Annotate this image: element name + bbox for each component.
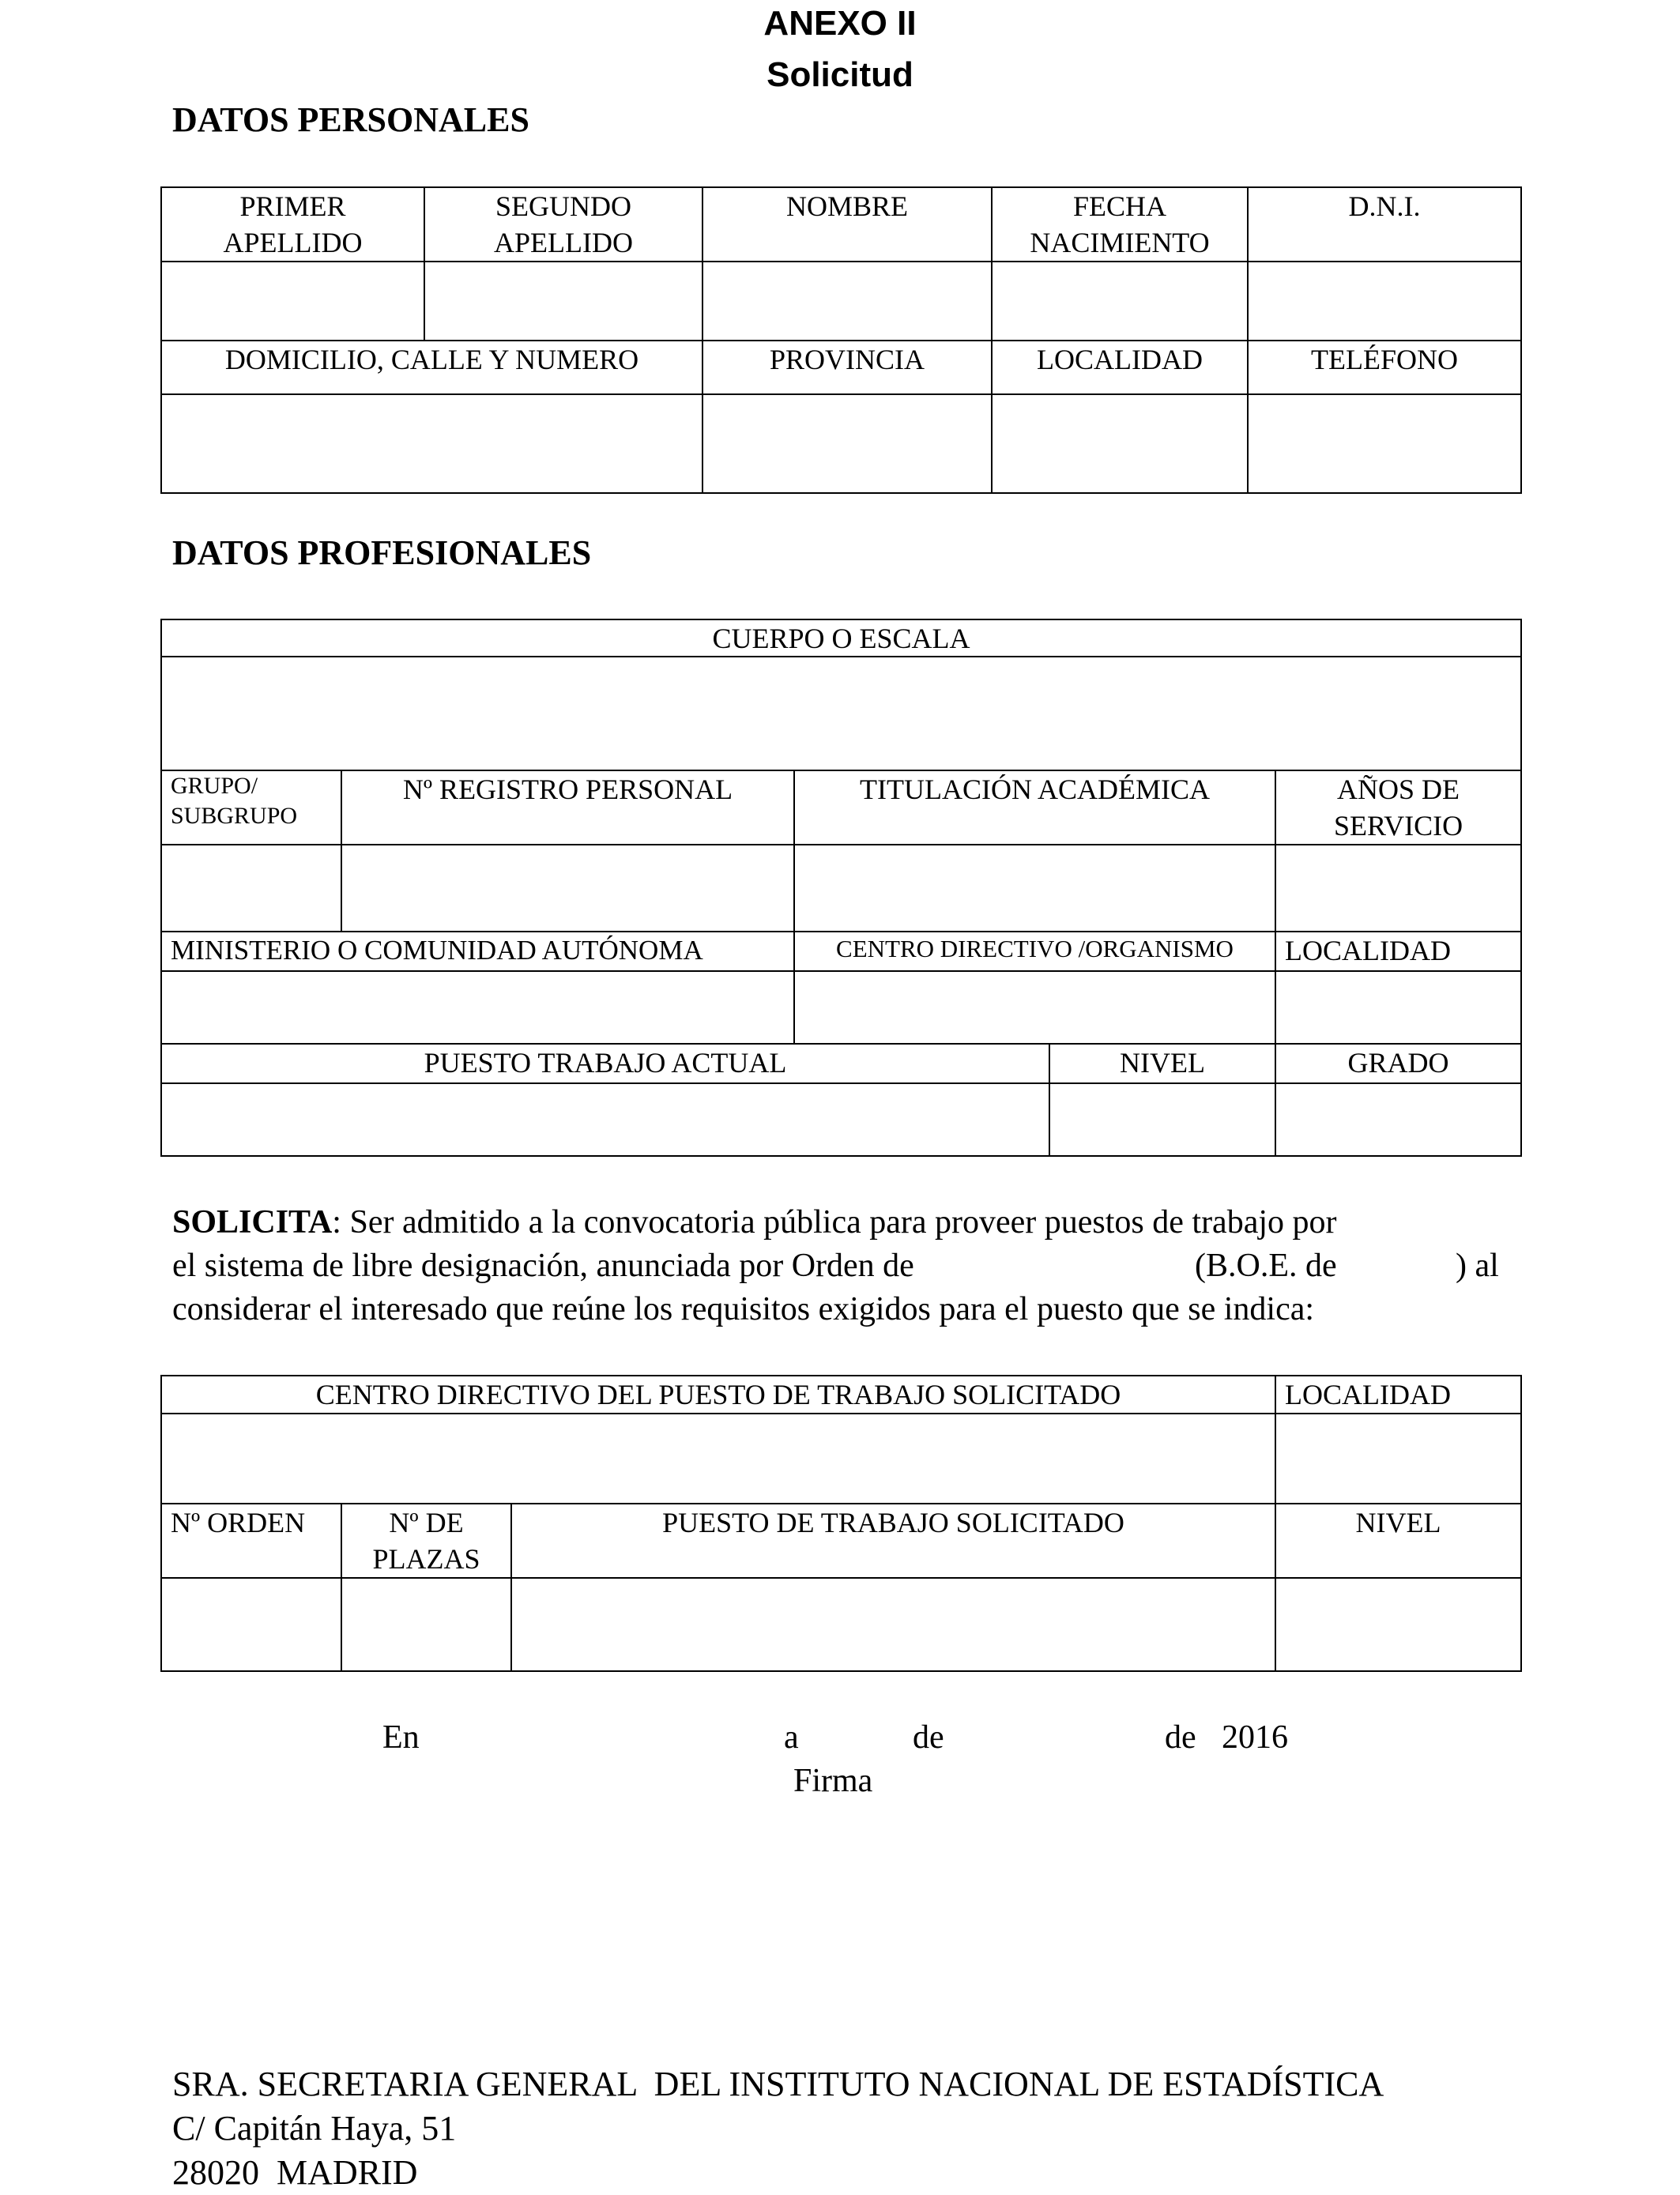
label-n-plazas: Nº DE PLAZAS: [372, 1507, 480, 1575]
label-puesto-actual: PUESTO TRABAJO ACTUAL: [424, 1047, 787, 1079]
label-centro-solicitado: CENTRO DIRECTIVO DEL PUESTO DE TRABAJO SOLICITADO: [315, 1379, 1121, 1410]
field-fecha-nacimiento[interactable]: [993, 262, 1247, 340]
field-titulacion[interactable]: [795, 845, 1275, 931]
field-primer-apellido[interactable]: [162, 262, 424, 340]
label-cuerpo-escala: CUERPO O ESCALA: [712, 623, 970, 654]
section-title-personal: DATOS PERSONALES: [172, 100, 529, 139]
label-centro-directivo: CENTRO DIRECTIVO /ORGANISMO: [836, 935, 1234, 962]
field-telefono[interactable]: [1249, 395, 1520, 492]
label-anos-servicio: AÑOS DE SERVICIO: [1333, 774, 1463, 841]
request-label: SOLICITA: [172, 1204, 333, 1241]
field-grado[interactable]: [1276, 1084, 1520, 1155]
label-provincia: PROVINCIA: [769, 344, 925, 375]
field-dni[interactable]: [1249, 262, 1520, 340]
label-primer-apellido: PRIMER APELLIDO: [223, 190, 363, 258]
signature-year: 2016: [1222, 1719, 1288, 1756]
label-titulacion: TITULACIÓN ACADÉMICA: [860, 774, 1210, 805]
label-domicilio: DOMICILIO, CALLE Y NUMERO: [224, 344, 639, 375]
field-anos-servicio[interactable]: [1276, 845, 1520, 931]
label-ministerio: MINISTERIO O COMUNIDAD AUTÓNOMA: [171, 935, 703, 966]
request-line-1: [172, 1201, 1516, 1244]
section-title-professional: DATOS PROFESIONALES: [172, 533, 592, 572]
annex-subtitle: Solicitud: [767, 55, 913, 94]
signature-de-2: de: [1165, 1719, 1196, 1756]
label-grado: GRADO: [1347, 1047, 1449, 1079]
field-provincia[interactable]: [703, 395, 991, 492]
label-dni: D.N.I.: [1348, 190, 1421, 222]
field-n-orden[interactable]: [162, 1579, 341, 1670]
field-segundo-apellido[interactable]: [425, 262, 702, 340]
field-localidad-solicitada[interactable]: [1276, 1414, 1520, 1503]
label-localidad: LOCALIDAD: [1037, 344, 1203, 375]
label-fecha-nacimiento: FECHA NACIMIENTO: [1030, 190, 1210, 258]
field-domicilio[interactable]: [162, 395, 702, 492]
field-localidad-prof[interactable]: [1276, 972, 1520, 1043]
request-text-2a: el sistema de libre designación, anunciada por Orden de: [172, 1248, 914, 1284]
label-telefono: TELÉFONO: [1311, 344, 1458, 375]
request-text-2c: ) al: [1456, 1248, 1499, 1284]
field-puesto-solicitado[interactable]: [512, 1579, 1275, 1670]
addressee-block: [172, 2062, 1384, 2195]
label-segundo-apellido: SEGUNDO APELLIDO: [494, 190, 633, 258]
label-nombre: NOMBRE: [785, 190, 909, 222]
request-paragraph: [172, 1201, 1516, 1331]
label-puesto-solicitado: PUESTO DE TRABAJO SOLICITADO: [662, 1507, 1124, 1538]
field-puesto-actual[interactable]: [162, 1084, 1049, 1155]
signature-en: En: [382, 1719, 420, 1756]
request-line-2: [172, 1244, 1516, 1288]
field-nombre[interactable]: [703, 262, 991, 340]
request-text-2b: (B.O.E. de: [1195, 1248, 1337, 1284]
label-n-orden: Nº ORDEN: [171, 1507, 306, 1538]
addressee-line-2: C/ Capitán Haya, 51: [172, 2109, 457, 2148]
label-nivel-solicitado: NIVEL: [1355, 1507, 1441, 1538]
field-localidad[interactable]: [993, 395, 1247, 492]
label-grupo-subgrupo: GRUPO/ SUBGRUPO: [171, 773, 298, 829]
field-grupo-subgrupo[interactable]: [162, 845, 341, 931]
field-centro-directivo[interactable]: [795, 972, 1275, 1043]
label-registro-personal: Nº REGISTRO PERSONAL: [402, 774, 733, 805]
addressee-line-3: 28020 MADRID: [172, 2153, 418, 2192]
label-localidad-prof: LOCALIDAD: [1285, 935, 1451, 966]
request-text-1: : Ser admitido a la convocatoria pública para proveer puestos de trabajo por: [332, 1204, 1337, 1241]
signature-a: a: [784, 1719, 799, 1756]
label-localidad-solicitada: LOCALIDAD: [1285, 1379, 1451, 1410]
annex-title: ANEXO II: [763, 4, 917, 43]
field-nivel[interactable]: [1050, 1084, 1275, 1155]
field-centro-solicitado[interactable]: [162, 1414, 1275, 1503]
label-nivel: NIVEL: [1120, 1047, 1205, 1079]
field-registro-personal[interactable]: [342, 845, 793, 931]
field-cuerpo-escala[interactable]: [162, 657, 1520, 770]
field-ministerio[interactable]: [162, 972, 793, 1043]
request-line-3: considerar el interesado que reúne los requisitos exigidos para el puesto que se indica:: [172, 1291, 1315, 1327]
signature-de-1: de: [913, 1719, 944, 1756]
signature-firma: Firma: [793, 1763, 873, 1799]
addressee-line-1: SRA. SECRETARIA GENERAL DEL INSTITUTO NACIONAL DE ESTADÍSTICA: [172, 2065, 1384, 2103]
field-nivel-solicitado[interactable]: [1276, 1579, 1520, 1670]
field-n-plazas[interactable]: [342, 1579, 510, 1670]
